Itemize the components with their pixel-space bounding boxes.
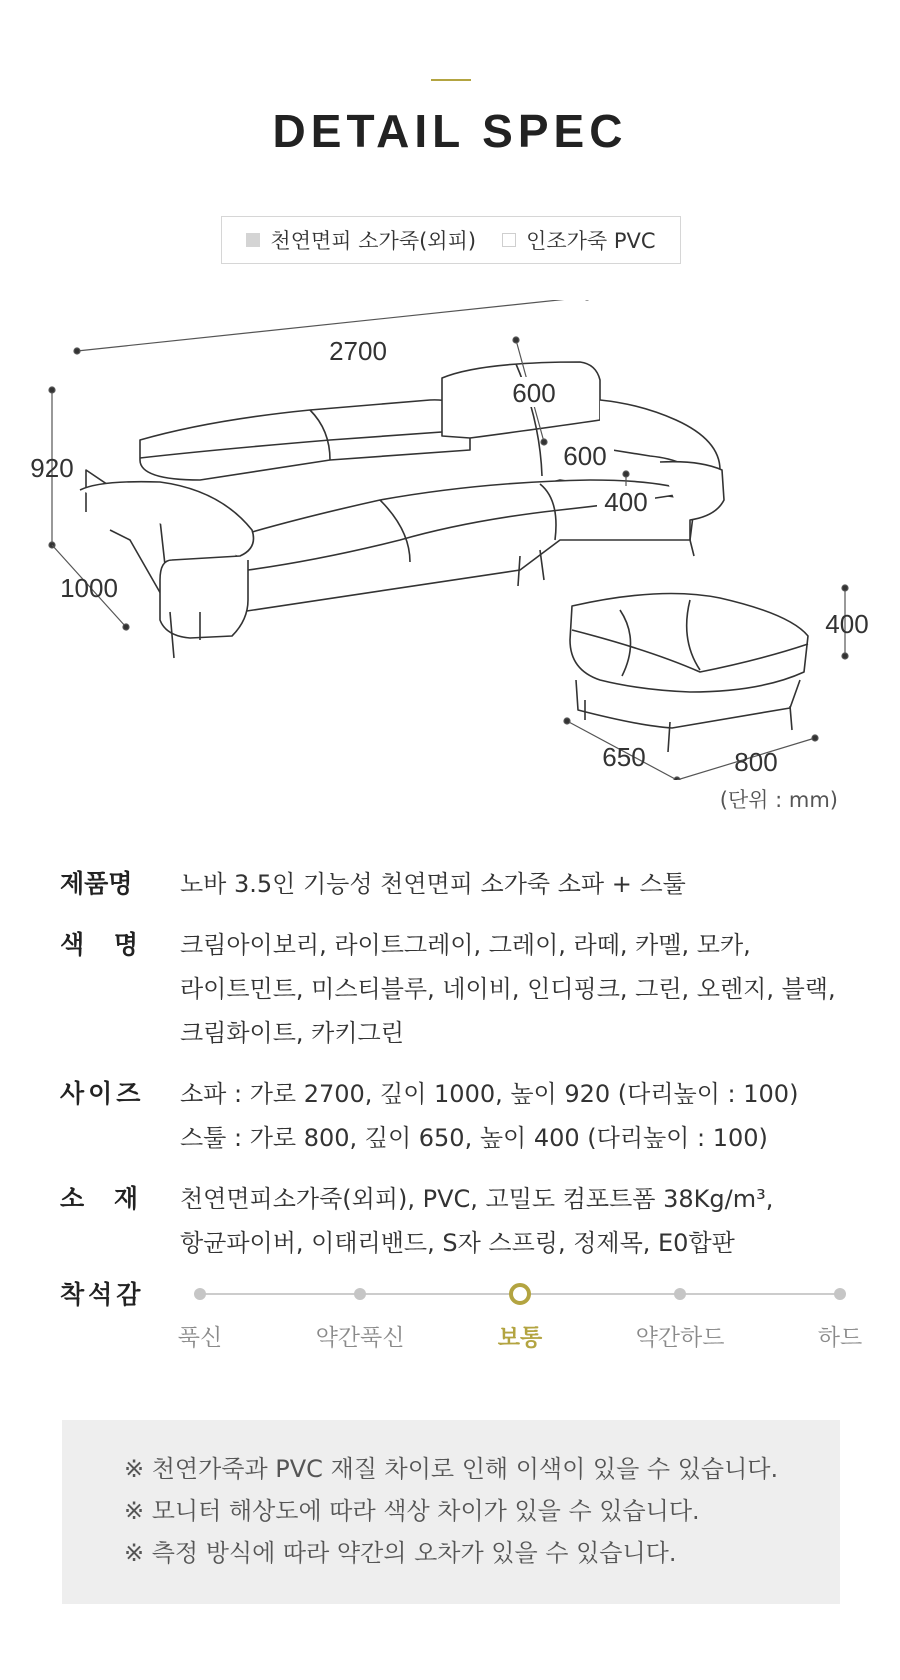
spec-label-material-part-1: 소 xyxy=(60,1184,85,1213)
dim-sofa-width: 2700 xyxy=(329,336,387,366)
dim-dot xyxy=(123,624,129,630)
dim-dot xyxy=(842,585,848,591)
notice-box xyxy=(62,1420,840,1604)
comfort-level-label: 약간하드 xyxy=(635,1325,725,1351)
spec-label-size: 사이즈 xyxy=(60,1079,145,1108)
comfort-tick-dot xyxy=(194,1288,206,1300)
color-list-line: 라이트민트, 미스티블루, 네이비, 인디핑크, 그린, 오렌지, 블랙, xyxy=(180,975,836,1003)
comfort-tick-dot xyxy=(834,1288,846,1300)
spec-label-material-part-2: 재 xyxy=(113,1184,138,1213)
dim-dot xyxy=(812,735,818,741)
color-list-line: 크림화이트, 카키그린 xyxy=(180,1019,404,1047)
legend-item-pvc xyxy=(502,225,656,255)
notice-line: ※ 모니터 해상도에 따라 색상 차이가 있을 수 있습니다. xyxy=(124,1497,700,1525)
notice-line: ※ 측정 방식에 따라 약간의 오차가 있을 수 있습니다. xyxy=(124,1539,677,1567)
legend-label-pvc: 인조가죽 PVC xyxy=(526,229,656,253)
spec-label-product-name: 제품명 xyxy=(60,869,133,898)
spec-value-colors xyxy=(180,923,836,1055)
dim-sofa-height: 920 xyxy=(30,453,74,483)
dim-dot xyxy=(564,718,570,724)
spec-value-material xyxy=(180,1177,773,1265)
sofa-backrest xyxy=(140,400,470,480)
sofa-dimension-diagram xyxy=(0,300,900,780)
spec-label-material xyxy=(60,1177,138,1221)
material-legend xyxy=(221,216,681,264)
spec-row-material xyxy=(60,1177,860,1265)
dim-dot xyxy=(513,337,519,343)
spec-label-colors-part-1: 색 xyxy=(60,930,85,959)
filled-swatch-icon xyxy=(246,233,260,247)
sofa-left-arm xyxy=(80,482,254,638)
unit-note: (단위 : mm) xyxy=(719,788,838,812)
spec-label-colors-wrap xyxy=(60,923,180,1055)
comfort-level-label: 약간푹신 xyxy=(315,1325,405,1351)
title-accent-line xyxy=(431,79,471,81)
spec-label-colors-part-2: 명 xyxy=(113,930,138,959)
dim-headrest-height: 600 xyxy=(512,378,556,408)
comfort-tick-dot xyxy=(674,1288,686,1300)
dim-dot xyxy=(541,439,547,445)
dim-dot xyxy=(623,471,629,477)
spec-label-material-wrap xyxy=(60,1177,180,1265)
legend-item-leather xyxy=(246,225,476,255)
dim-stool-height: 400 xyxy=(825,609,869,639)
color-list-line: 크림아이보리, 라이트그레이, 그레이, 라떼, 카멜, 모카, xyxy=(180,931,751,959)
spec-value-size xyxy=(180,1072,798,1160)
material-line: 항균파이버, 이태리밴드, S자 스프링, 정제목, E0합판 xyxy=(180,1229,735,1257)
dim-seat-height: 400 xyxy=(604,487,648,517)
material-line: 천연면피소가죽(외피), PVC, 고밀도 컴포트폼 38Kg/m³, xyxy=(180,1185,774,1213)
comfort-tick-dot xyxy=(354,1288,366,1300)
page-title: DETAIL SPEC xyxy=(272,105,628,157)
dim-stool-width: 800 xyxy=(734,747,778,777)
notice-lines xyxy=(124,1420,840,1574)
comfort-level-label-selected: 보통 xyxy=(497,1325,543,1351)
notice-line: ※ 천연가죽과 PVC 재질 차이로 인해 이색이 있을 수 있습니다. xyxy=(124,1455,779,1483)
spec-label-colors xyxy=(60,923,138,967)
spec-row-product-name xyxy=(60,862,860,906)
comfort-level-label: 푹신 xyxy=(177,1325,223,1351)
comfort-selected-dot xyxy=(509,1283,531,1305)
comfort-scale xyxy=(177,1279,863,1351)
spec-row-size xyxy=(60,1072,860,1160)
dim-dot xyxy=(842,653,848,659)
dim-dot xyxy=(74,348,80,354)
size-line-stool: 스툴 : 가로 800, 깊이 650, 높이 400 (다리높이 : 100) xyxy=(180,1124,768,1152)
spec-value-product-name: 노바 3.5인 기능성 천연면피 소가죽 소파 + 스툴 xyxy=(180,870,686,898)
legend-label-leather: 천연면피 소가죽(외피) xyxy=(270,229,477,253)
dim-sofa-depth: 1000 xyxy=(60,573,118,603)
comfort-level-label: 하드 xyxy=(817,1325,863,1351)
spec-row-colors xyxy=(60,923,860,1055)
size-line-sofa: 소파 : 가로 2700, 깊이 1000, 높이 920 (다리높이 : 100) xyxy=(180,1080,799,1108)
dim-stool-depth: 650 xyxy=(602,742,646,772)
dim-seat-depth: 600 xyxy=(563,441,607,471)
spec-table xyxy=(60,862,860,1282)
dim-dot xyxy=(49,387,55,393)
empty-swatch-icon xyxy=(502,233,516,247)
comfort-label: 착석감 xyxy=(60,1280,145,1309)
